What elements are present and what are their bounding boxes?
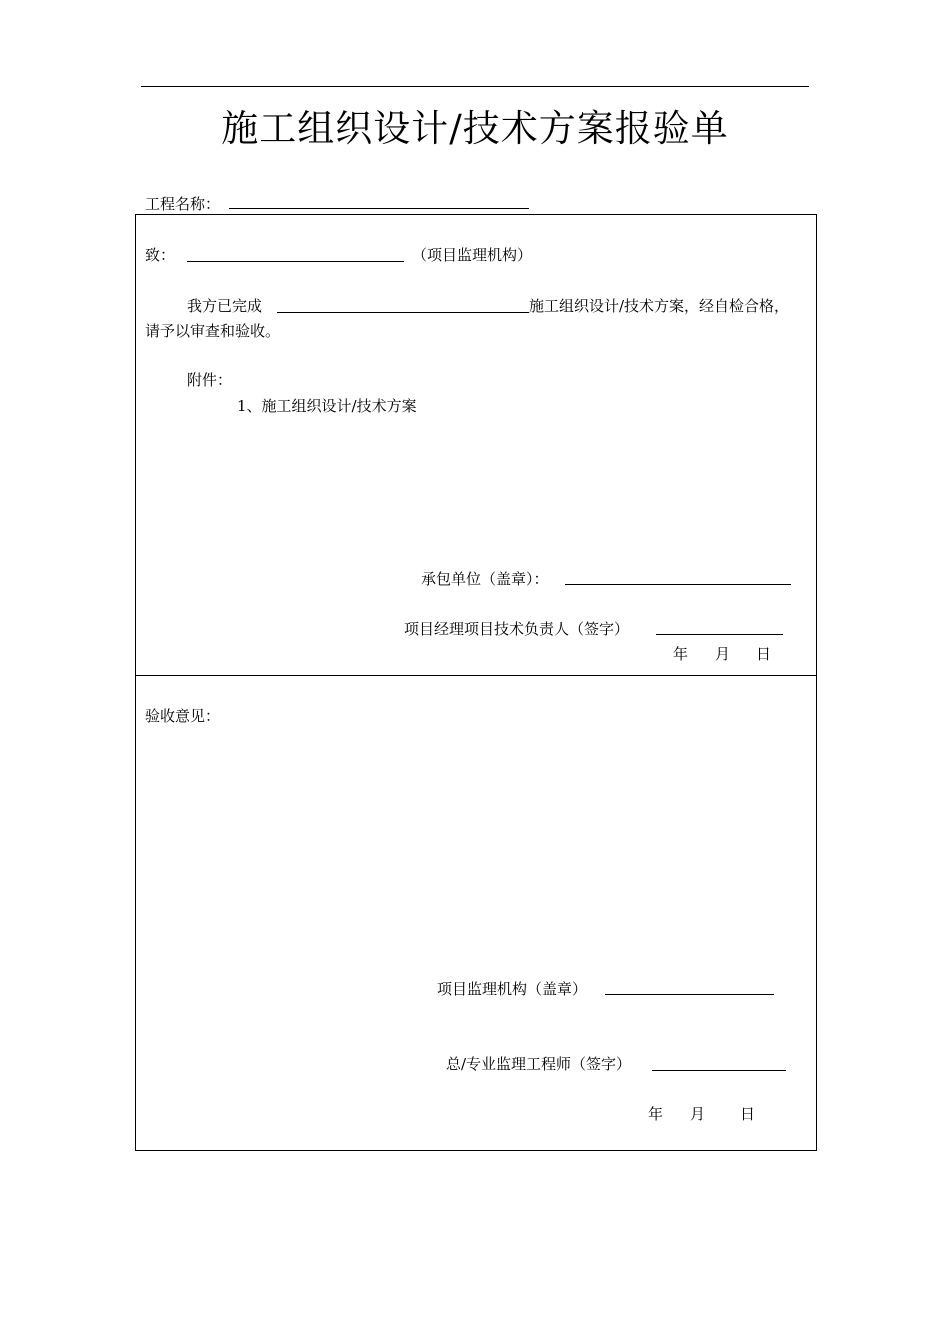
submission-date-year: 年 — [673, 645, 689, 663]
document-title: 施工组织设计/技术方案报验单 — [221, 107, 729, 150]
engineer-signature-field[interactable] — [652, 1070, 786, 1071]
form-table — [135, 214, 817, 1151]
project-name-field[interactable] — [229, 208, 529, 209]
statement-prefix: 我方已完成 — [187, 297, 263, 315]
attachment-item: 1、施工组织设计/技术方案 — [237, 397, 417, 415]
completed-item-field[interactable] — [277, 312, 529, 313]
submission-date-month: 月 — [715, 645, 731, 663]
to-field[interactable] — [187, 261, 404, 262]
acceptance-date-day: 日 — [740, 1105, 756, 1123]
acceptance-date-month: 月 — [690, 1105, 706, 1123]
section-divider — [135, 675, 817, 676]
supervision-seal-field[interactable] — [605, 994, 774, 995]
contractor-seal-field[interactable] — [565, 584, 791, 585]
statement-line2: 请予以审查和验收。 — [145, 322, 281, 340]
contractor-label: 承包单位（盖章）： — [421, 570, 549, 588]
acceptance-date-year: 年 — [648, 1105, 664, 1123]
top-rule — [141, 86, 809, 87]
acceptance-opinion-label: 验收意见： — [145, 707, 221, 725]
submission-date-day: 日 — [756, 645, 772, 663]
to-label: 致： — [145, 246, 176, 264]
statement-suffix: 施工组织设计/技术方案，经自检合格， — [529, 297, 790, 315]
to-suffix: （项目监理机构） — [412, 246, 533, 264]
supervision-label: 项目监理机构（盖章） — [437, 980, 588, 998]
attachments-label: 附件： — [187, 371, 233, 389]
engineer-label: 总/专业监理工程师（签字） — [446, 1055, 632, 1073]
manager-label: 项目经理项目技术负责人（签字） — [404, 620, 630, 638]
manager-signature-field[interactable] — [656, 634, 783, 635]
project-name-label: 工程名称： — [145, 195, 221, 213]
